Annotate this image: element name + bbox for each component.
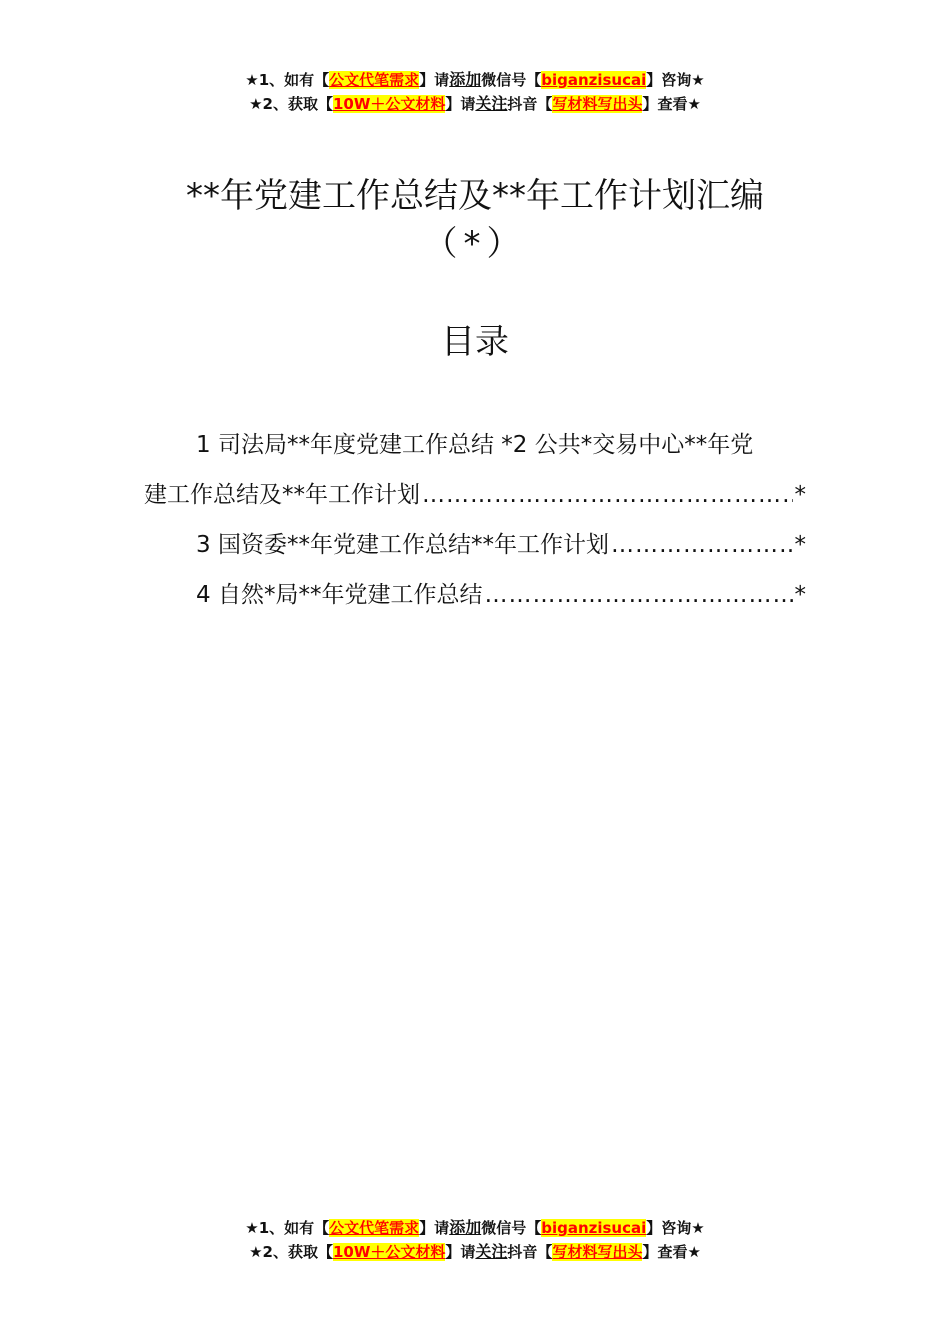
footer-banner-line-2: [0, 1240, 950, 1264]
toc-page-number: *: [794, 532, 806, 558]
footer-banner-line-1: [0, 1216, 950, 1240]
table-of-contents: [144, 420, 806, 620]
toc-entry-2[interactable]: [144, 520, 806, 570]
banner-text: 】咨询★: [646, 1219, 705, 1237]
banner-highlight-wechat-id: biganzisucai: [541, 71, 647, 89]
banner-text: 抖音【: [507, 1243, 553, 1261]
footer-banner: [0, 1216, 950, 1264]
toc-entry-text: 建工作总结及**年工作计划: [144, 482, 420, 508]
banner-text: 】请: [419, 71, 450, 89]
banner-emphasis: 关注: [475, 1242, 508, 1261]
banner-text: 】咨询★: [646, 71, 705, 89]
toc-page-number: *: [794, 582, 806, 608]
toc-entry-3[interactable]: [144, 570, 806, 620]
banner-text: 】查看★: [642, 95, 701, 113]
document-title-sub: （*）: [423, 224, 527, 264]
banner-text: ★1、如有【: [245, 71, 330, 89]
banner-text: 】查看★: [642, 1243, 701, 1261]
banner-highlight-service: 公文代笔需求: [329, 71, 420, 89]
banner-text: ★1、如有【: [245, 1219, 330, 1237]
banner-highlight-wechat-id: biganzisucai: [541, 1219, 647, 1237]
header-banner: [0, 68, 950, 116]
banner-emphasis: 添加: [449, 70, 482, 89]
header-banner-line-1: [0, 68, 950, 92]
toc-leader: [422, 470, 793, 520]
banner-highlight-douyin-id: 写材料写出头: [552, 95, 643, 113]
document-title-main: **年党建工作总结及**年工作计划汇编: [186, 176, 764, 216]
banner-highlight-douyin-id: 写材料写出头: [552, 1243, 643, 1261]
banner-text: ★2、获取【: [249, 95, 333, 113]
toc-entry-text: 3 国资委**年党建工作总结**年工作计划: [196, 532, 609, 558]
toc-heading: 目录: [441, 322, 509, 362]
toc-entry-text: 1 司法局**年度党建工作总结 *2 公共*交易中心**年党: [196, 432, 754, 458]
toc-entry-text: 4 自然*局**年党建工作总结: [196, 582, 483, 608]
banner-text: ★2、获取【: [249, 1243, 333, 1261]
toc-entry-1-line-b[interactable]: [144, 470, 806, 520]
banner-highlight-materials: 10W＋公文材料: [332, 95, 446, 113]
banner-text: 】请: [445, 95, 476, 113]
header-banner-line-2: [0, 92, 950, 116]
toc-leader: [484, 570, 792, 620]
banner-text: 】请: [445, 1243, 476, 1261]
toc-leader: [611, 520, 793, 570]
banner-text: 抖音【: [507, 95, 553, 113]
toc-page-number: *: [794, 482, 806, 508]
banner-highlight-materials: 10W＋公文材料: [332, 1243, 446, 1261]
banner-text: 微信号【: [481, 71, 542, 89]
banner-text: 微信号【: [481, 1219, 542, 1237]
banner-emphasis: 关注: [475, 94, 508, 113]
banner-highlight-service: 公文代笔需求: [329, 1219, 420, 1237]
banner-emphasis: 添加: [449, 1218, 482, 1237]
toc-entry-1-line-a[interactable]: [144, 420, 806, 470]
document-title: [0, 172, 950, 268]
banner-text: 】请: [419, 1219, 450, 1237]
